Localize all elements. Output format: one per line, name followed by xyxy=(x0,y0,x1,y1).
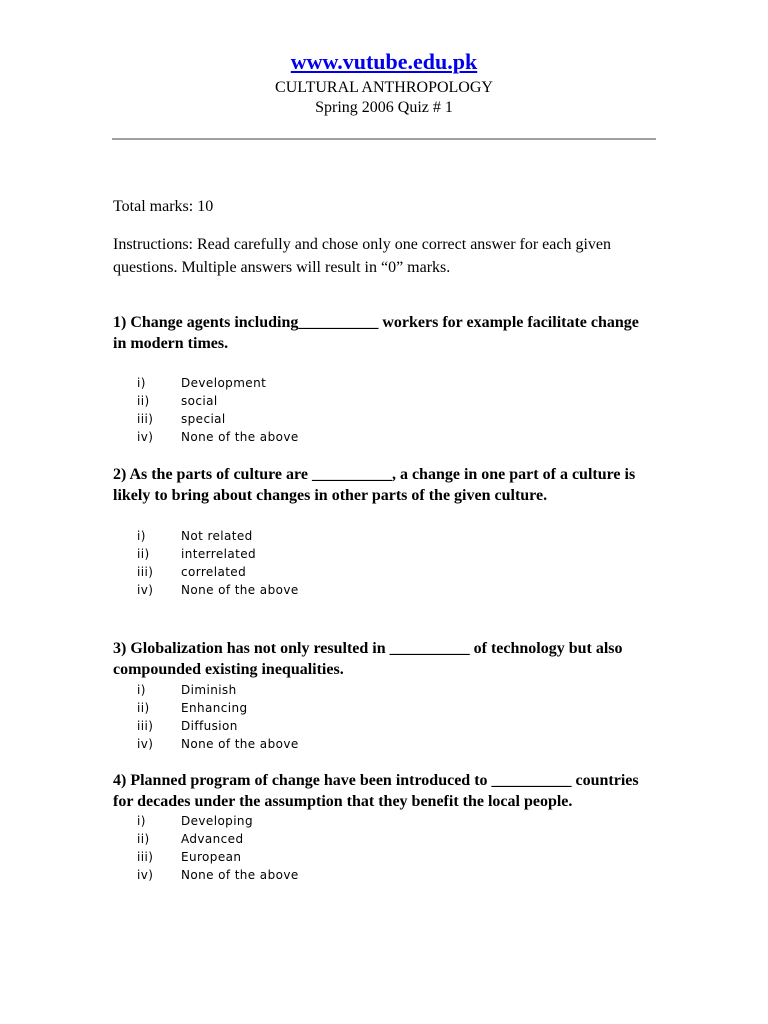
option-number: iii) xyxy=(137,565,154,579)
question-text: 1) Change agents including__________ workers for example facilitate change in modern times. xyxy=(113,314,639,352)
option-item xyxy=(113,374,648,392)
question-3 xyxy=(113,638,648,753)
course-title: CULTURAL ANTHROPOLOGY xyxy=(275,79,493,96)
option-item xyxy=(113,866,648,884)
option-item xyxy=(113,563,648,581)
option-number: iv) xyxy=(137,430,154,444)
option-text: None of the above xyxy=(181,737,299,751)
option-number: iii) xyxy=(137,850,154,864)
option-item xyxy=(113,848,648,866)
question-text: 4) Planned program of change have been introduced to __________ countries for decades under the assumption that they benefit the local people. xyxy=(113,772,639,810)
option-item xyxy=(113,812,648,830)
options-list xyxy=(113,812,648,884)
option-text: None of the above xyxy=(181,583,299,597)
options-list xyxy=(113,374,648,446)
option-number: i) xyxy=(137,376,146,390)
option-item xyxy=(113,527,648,545)
option-number: ii) xyxy=(137,547,150,561)
option-text: Development xyxy=(181,376,267,390)
document-header xyxy=(0,48,768,118)
option-number: ii) xyxy=(137,394,150,408)
question-2 xyxy=(113,464,648,599)
option-number: iv) xyxy=(137,737,154,751)
option-text: special xyxy=(181,412,226,426)
question-1 xyxy=(113,312,648,446)
option-number: ii) xyxy=(137,832,150,846)
option-number: i) xyxy=(137,529,146,543)
total-marks: Total marks: 10 xyxy=(113,198,214,215)
option-item xyxy=(113,699,648,717)
question-text: 2) As the parts of culture are __________, a change in one part of a culture is likely to bring about changes in other parts of the given culture. xyxy=(113,466,636,504)
option-text: correlated xyxy=(181,565,247,579)
options-list xyxy=(113,527,648,599)
option-text: Diffusion xyxy=(181,719,238,733)
option-text: Enhancing xyxy=(181,701,248,715)
quiz-title: Spring 2006 Quiz # 1 xyxy=(315,99,453,116)
option-number: ii) xyxy=(137,701,150,715)
option-text: European xyxy=(181,850,242,864)
option-text: None of the above xyxy=(181,430,299,444)
options-list xyxy=(113,681,648,753)
option-item xyxy=(113,545,648,563)
option-number: i) xyxy=(137,814,146,828)
option-number: i) xyxy=(137,683,146,697)
question-text: 3) Globalization has not only resulted in __________ of technology but also compounded existing inequalities. xyxy=(113,640,623,678)
option-text: Developing xyxy=(181,814,253,828)
question-4 xyxy=(113,770,648,884)
option-text: Not related xyxy=(181,529,253,543)
option-item xyxy=(113,581,648,599)
option-text: None of the above xyxy=(181,868,299,882)
site-link[interactable]: www.vutube.edu.pk xyxy=(290,49,478,74)
option-item xyxy=(113,392,648,410)
option-item xyxy=(113,410,648,428)
option-text: Advanced xyxy=(181,832,244,846)
option-item xyxy=(113,735,648,753)
option-number: iv) xyxy=(137,583,154,597)
option-text: social xyxy=(181,394,218,408)
option-item xyxy=(113,681,648,699)
header-divider xyxy=(112,138,656,140)
option-item xyxy=(113,830,648,848)
option-number: iii) xyxy=(137,412,154,426)
option-item xyxy=(113,428,648,446)
option-text: Diminish xyxy=(181,683,237,697)
option-number: iii) xyxy=(137,719,154,733)
option-number: iv) xyxy=(137,868,154,882)
option-text: interrelated xyxy=(181,547,256,561)
option-item xyxy=(113,717,648,735)
instructions: Instructions: Read carefully and chose only one correct answer for each given questions. Multiple answers will result in “0” marks. xyxy=(113,236,612,276)
